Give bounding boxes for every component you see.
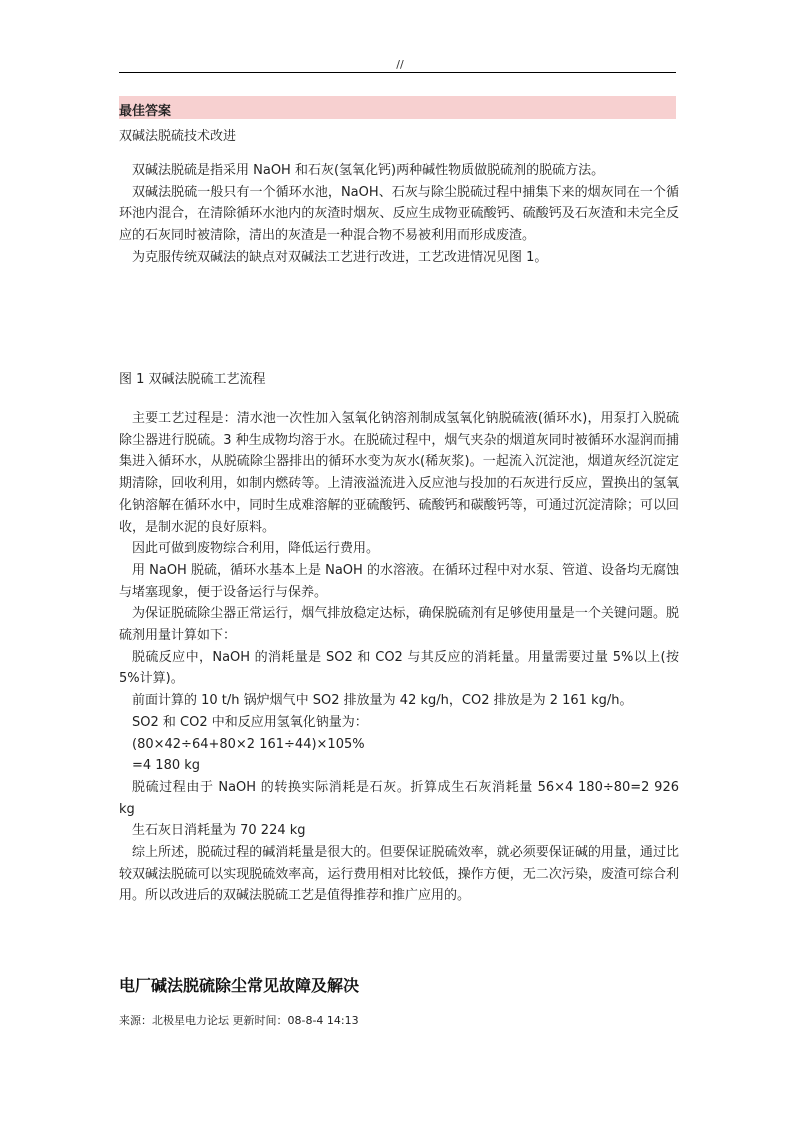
article-subtitle: 双碱法脱硫技术改进 <box>119 129 237 144</box>
best-answer-label: 最佳答案 <box>119 104 172 119</box>
main-section <box>119 408 679 907</box>
intro-paragraph: 为克服传统双碱法的缺点对双碱法工艺进行改进，工艺改进情况见图 1。 <box>132 249 548 265</box>
best-answer-bar <box>119 96 676 119</box>
header-mark: // <box>396 58 404 71</box>
formula-line: (80×42÷64+80×2 161÷44)×105% <box>132 736 365 752</box>
section-title: 电厂碱法脱硫除尘常见故障及解决 <box>119 976 360 995</box>
intro-paragraph: 双碱法脱硫一般只有一个循环水池，NaOH、石灰与除尘脱硫过程中捕集下来的烟灰同在一个循环池内混合，在清除循环水池内的灰渣时烟灰、反应生成物亚硫酸钙、硫酸钙及石灰渣和未完全反应的石灰同时被清除，清出的灰渣是一种混合物不易被利用而形成废渣。 <box>119 184 679 244</box>
main-paragraph: 因此可做到废物综合利用，降低运行费用。 <box>132 541 380 557</box>
main-paragraph: 为保证脱硫除尘器正常运行，烟气排放稳定达标，确保脱硫剂有足够使用量是一个关键问题。脱硫剂用量计算如下： <box>119 606 679 644</box>
main-paragraph: 前面计算的 10 t/h 锅炉烟气中 SO2 排放量为 42 kg/h，CO2 排放是为 2 161 kg/h。 <box>132 693 633 709</box>
figure-caption: 图 1 双碱法脱硫工艺流程 <box>119 372 266 387</box>
conclusion-paragraph: 综上所述，脱硫过程的碱消耗量是很大的。但要保证脱硫效率，就必须要保证碱的用量，通过比较双碱法脱硫可以实现脱硫效率高，运行费用相对比较低，操作方便，无二次污染，废渣可综合利用。所以改进后的双碱法脱硫工艺是值得推荐和推广应用的。 <box>119 845 679 904</box>
main-paragraph: 主要工艺过程是：清水池一次性加入氢氧化钠溶剂制成氢氧化钠脱硫液(循环水)，用泵打入脱硫除尘器进行脱硫。3 种生成物均溶于水。在脱硫过程中，烟气夹杂的烟道灰同时被循环水湿润而捕集进入循环水，从脱硫除尘器排出的循环水变为灰水(稀灰浆)。一起流入沉淀池，烟道灰经沉淀定期清除，回收利用，如制内燃砖等。上清液溢流进入反应池与投加的石灰进行反应，置换出的氢氧化钠溶解在循环水中，同时生成难溶解的亚硫酸钙、硫酸钙和碳酸钙等，可通过沉淀清除；可以回收，是制水泥的良好原料。 <box>119 411 679 535</box>
source-line: 来源：北极星电力论坛 更新时间：08-8-4 14:13 <box>119 1014 359 1027</box>
header-rule <box>119 72 676 73</box>
main-paragraph: 生石灰日消耗量为 70 224 kg <box>132 823 306 839</box>
main-paragraph: SO2 和 CO2 中和反应用氢氧化钠量为： <box>132 714 368 730</box>
intro-paragraph: 双碱法脱硫是指采用 NaOH 和石灰(氢氧化钙)两种碱性物质做脱硫剂的脱硫方法。 <box>132 163 605 178</box>
main-paragraph: 脱硫过程由于 NaOH 的转换实际消耗是石灰。折算成生石灰消耗量 56×4 180÷80=2 926 kg <box>119 779 679 817</box>
main-paragraph: 脱硫反应中，NaOH 的消耗量是 SO2 和 CO2 与其反应的消耗量。用量需要过量 5%以上(按 5%计算)。 <box>119 649 679 687</box>
intro-section <box>119 160 679 269</box>
main-paragraph: 用 NaOH 脱硫，循环水基本上是 NaOH 的水溶液。在循环过程中对水泵、管道、设备均无腐蚀与堵塞现象，便于设备运行与保养。 <box>119 562 679 600</box>
formula-result: =4 180 kg <box>132 758 201 774</box>
